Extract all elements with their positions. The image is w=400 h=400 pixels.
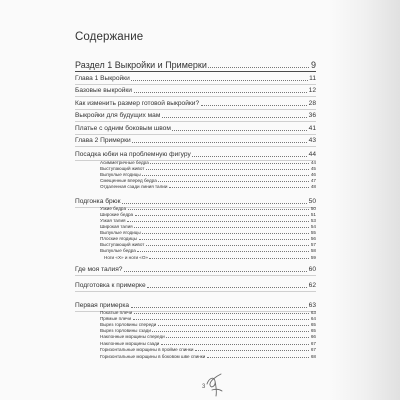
toc-entry-label: Где моя талия?	[75, 266, 123, 273]
toc-entry-page: 28	[308, 100, 316, 107]
toc-entry-page: 43	[308, 137, 316, 144]
toc-entry-label: Горизонтальные морщины в пройме спинки	[100, 347, 194, 352]
dotted-leader	[134, 313, 310, 314]
toc-entry-page: 65	[310, 322, 316, 327]
toc-entry-label: Горизонтальные морщины в боковом шве спинки	[100, 354, 206, 359]
toc-subentry	[104, 255, 316, 260]
toc-subentry	[100, 310, 316, 315]
toc-subentry	[100, 322, 316, 327]
toc-entry-page: 60	[308, 266, 316, 273]
toc-entry	[75, 100, 316, 110]
toc-entry-page: 11	[309, 75, 316, 82]
toc-entry-page: 68	[310, 354, 316, 359]
dotted-leader	[149, 258, 309, 259]
toc-entry-page: 55	[310, 230, 316, 235]
toc-subentry	[100, 347, 316, 352]
dotted-leader	[162, 117, 307, 118]
toc-entry-page: 12	[308, 87, 316, 94]
toc-entry-page: 62	[308, 282, 316, 289]
toc-entry-label: Выкройки для будущих мам	[75, 112, 161, 119]
toc-entry-page: 51	[310, 212, 316, 217]
toc-entry-page: 66	[310, 334, 316, 339]
toc-entry-label: Широкие бедра	[100, 212, 134, 217]
toc-entry-label: Выступающий живот	[100, 242, 145, 247]
toc-entry-label: Выпуклые ягодицы	[100, 172, 141, 177]
toc-entry-page: 50	[310, 206, 316, 211]
dotted-leader	[142, 175, 309, 176]
toc-subentry	[100, 206, 316, 211]
dotted-leader	[201, 105, 308, 106]
toc-entry-page: 44	[310, 160, 316, 165]
toc-entry-label: Раздел 1 Выкройки и Примерки	[75, 60, 207, 70]
toc-entry	[75, 266, 316, 276]
dotted-leader	[208, 67, 309, 68]
toc-entry-page: 36	[308, 112, 316, 119]
toc-entry	[75, 137, 316, 147]
dotted-leader	[207, 357, 310, 358]
toc-entry-page: 67	[310, 341, 316, 346]
toc-entry-page: 53	[310, 218, 316, 223]
dotted-leader	[147, 287, 307, 288]
toc-entry-label: Покатые плечи	[100, 310, 133, 315]
toc-entry-page: 64	[310, 316, 316, 321]
page-number: 3	[202, 384, 206, 390]
toc-entry-label: Как изменить размер готовой выкройки?	[75, 100, 200, 107]
toc-entry-page: 50	[308, 198, 316, 205]
dotted-leader	[137, 251, 309, 252]
toc-entry-label: Глава 1 Выкройки	[75, 75, 130, 82]
toc-entry-label: Вырез горловины сзади	[100, 328, 151, 333]
toc-entry-label: Плоские ягодицы	[100, 236, 137, 241]
toc-subentry	[100, 184, 316, 189]
toc-entry-label: Смещенные вперед бедра	[100, 178, 157, 183]
dotted-leader	[158, 325, 310, 326]
toc-entry-page: 54	[310, 224, 316, 229]
toc-subentry	[100, 354, 316, 359]
toc-entry-page: 41	[308, 125, 316, 132]
dotted-leader	[131, 307, 308, 308]
toc-entry-page: 63	[310, 310, 316, 315]
toc-subentry	[100, 218, 316, 223]
toc-subentry	[100, 242, 316, 247]
toc-entry-label: Наклонные морщины сзади	[100, 341, 160, 346]
toc-entry-page: 63	[308, 302, 316, 309]
toc-entry-label: Выступающий живот	[100, 166, 145, 171]
toc-entry-label: Посадка юбки на проблемную фигуру	[75, 151, 191, 158]
toc-entry-label: Ноги «Х» и ноги «О»	[104, 255, 148, 260]
toc-subentry	[100, 341, 316, 346]
toc-entry-label: Базовые выкройки	[75, 87, 132, 94]
toc-entry-label: Первая примерка	[75, 302, 130, 309]
toc-entry	[75, 112, 316, 122]
toc-subentry	[100, 160, 316, 165]
dotted-leader	[146, 245, 309, 246]
toc-entry-label: Узкие бедра	[100, 206, 126, 211]
toc-entry	[75, 75, 316, 85]
dotted-leader	[139, 239, 310, 240]
dotted-leader	[131, 80, 307, 81]
dotted-leader	[134, 227, 309, 228]
toc-entry-label: Асимметричные бедра	[100, 160, 149, 165]
toc-entry-label: Подготовка к примерке	[75, 282, 146, 289]
toc-subentry	[100, 316, 316, 321]
toc-entry-label: Отдаленная сзади линия талии	[100, 184, 168, 189]
toc-entry-page: 56	[310, 236, 316, 241]
toc-subentry	[100, 178, 316, 183]
dotted-leader	[169, 187, 309, 188]
toc-subentry	[100, 224, 316, 229]
toc-entry-label: Выпуклые ягодицы	[100, 230, 141, 235]
dotted-leader	[132, 142, 307, 143]
toc-subentry	[100, 328, 316, 333]
dotted-leader	[166, 337, 309, 338]
toc-subentry	[100, 166, 316, 171]
toc-entry-page: 59	[310, 255, 316, 260]
toc-entry-page: 57	[310, 242, 316, 247]
dotted-leader	[192, 156, 307, 157]
dotted-leader	[158, 181, 309, 182]
toc-entry-label: Глава 2 Примерки	[75, 137, 131, 144]
toc-subentry	[100, 334, 316, 339]
toc-entry-label: Наклонные морщины спереди	[100, 334, 165, 339]
toc-subentry	[100, 212, 316, 217]
toc-heading: Содержание	[75, 31, 144, 43]
toc-entry-label: Платье с одним боковым швом	[75, 125, 171, 132]
toc-entry-page: 9	[310, 60, 316, 70]
toc-entry-label: Широкая талия	[100, 224, 133, 229]
dotted-leader	[146, 169, 309, 170]
dotted-leader	[122, 203, 307, 204]
toc-entry-page: 46	[310, 172, 316, 177]
dotted-leader	[161, 344, 310, 345]
toc-entry-page: 58	[310, 248, 316, 253]
dotted-leader	[152, 331, 309, 332]
dotted-leader	[195, 350, 309, 351]
dotted-leader	[124, 271, 307, 272]
dotted-leader	[134, 92, 308, 93]
dotted-leader	[128, 209, 310, 210]
toc-entry	[75, 282, 316, 292]
toc-subentry	[100, 230, 316, 235]
dotted-leader	[133, 319, 310, 320]
toc-entry-page: 48	[310, 184, 316, 189]
toc-entry	[75, 125, 316, 135]
toc-entry-label: Выпуклые бедра	[100, 248, 136, 253]
handwritten-mark	[203, 370, 227, 398]
dotted-leader	[150, 163, 309, 164]
dotted-leader	[172, 130, 307, 131]
toc-subentry	[100, 248, 316, 253]
toc-entry-label: Узкая талия	[100, 218, 126, 223]
toc-entry-label: Подгонка брюк	[75, 198, 121, 205]
toc-entry-label: Вырез горловины спереди	[100, 322, 157, 327]
toc-subentry	[100, 236, 316, 241]
toc-section	[75, 60, 316, 72]
toc-subentry	[100, 172, 316, 177]
toc-entry-page: 45	[310, 166, 316, 171]
toc-entry-page: 67	[310, 347, 316, 352]
dotted-leader	[127, 221, 309, 222]
toc-entry-page: 44	[308, 151, 316, 158]
toc-entry	[75, 87, 316, 97]
dotted-leader	[135, 215, 310, 216]
toc-entry-label: Прямые плечи	[100, 316, 132, 321]
toc-entry-page: 65	[310, 328, 316, 333]
dotted-leader	[142, 233, 309, 234]
toc-entry-page: 47	[310, 178, 316, 183]
